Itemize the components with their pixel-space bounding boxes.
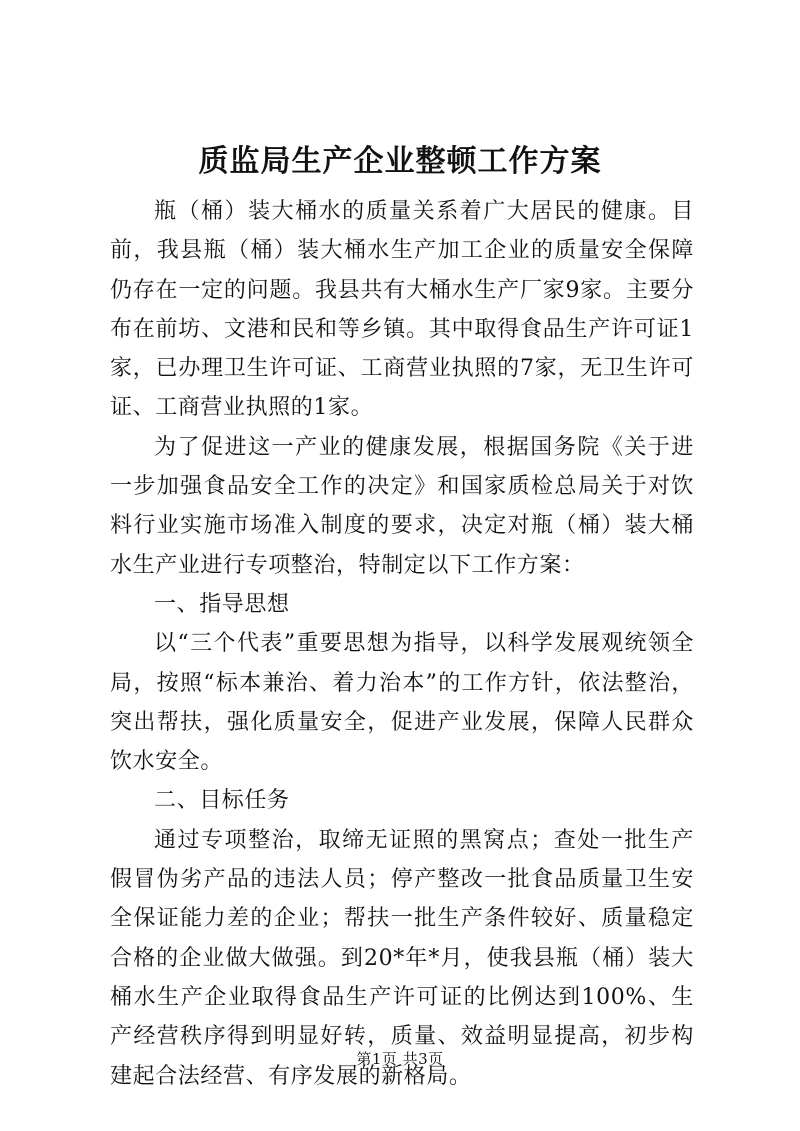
paragraph-intro: 瓶（桶）装大桶水的质量关系着广大居民的健康。目前，我县瓶（桶）装大桶水生产加工企业的质量安全保障仍存在一定的问题。我县共有大桶水生产厂家9家。主要分布在前坊、文港和民和等乡镇。其中取得食品生产许可证1家，已办理卫生许可证、工商营业执照的7家，无卫生许可证、工商营业执照的1家。 [110, 199, 694, 421]
paragraph-guiding-ideology: 以“三个代表”重要思想为指导，以科学发展观统领全局，按照“标本兼治、着力治本”的工作方针，依法整治，突出帮扶，强化质量安全，促进产业发展，保障人民群众饮水安全。 [110, 631, 694, 775]
section-heading-goals: 二、目标任务 [154, 788, 290, 814]
document-title: 质监局生产企业整顿工作方案 [198, 144, 602, 179]
section-heading-guiding-ideology: 一、指导思想 [154, 591, 290, 617]
page-number-footer: 第1页 共3页 [356, 1050, 444, 1068]
paragraph-goals: 通过专项整治，取缔无证照的黑窝点；查处一批生产假冒伪劣产品的违法人员；停产整改一批食品质量卫生安全保证能力差的企业；帮扶一批生产条件较好、质量稳定合格的企业做大做强。到20*年*月，使我县瓶（桶）装大桶水生产企业取得食品生产许可证的比例达到100%、生产经营秩序得到明显好转，质量、效益明显提高，初步构建起合法经营、有序发展的新格局。 [110, 827, 694, 1089]
document-body [110, 192, 694, 1096]
paragraph-purpose: 为了促进这一产业的健康发展，根据国务院《关于进一步加强食品安全工作的决定》和国家质检总局关于对饮料行业实施市场准入制度的要求，决定对瓶（桶）装大桶水生产业进行专项整治，特制定以下工作方案： [110, 434, 694, 578]
